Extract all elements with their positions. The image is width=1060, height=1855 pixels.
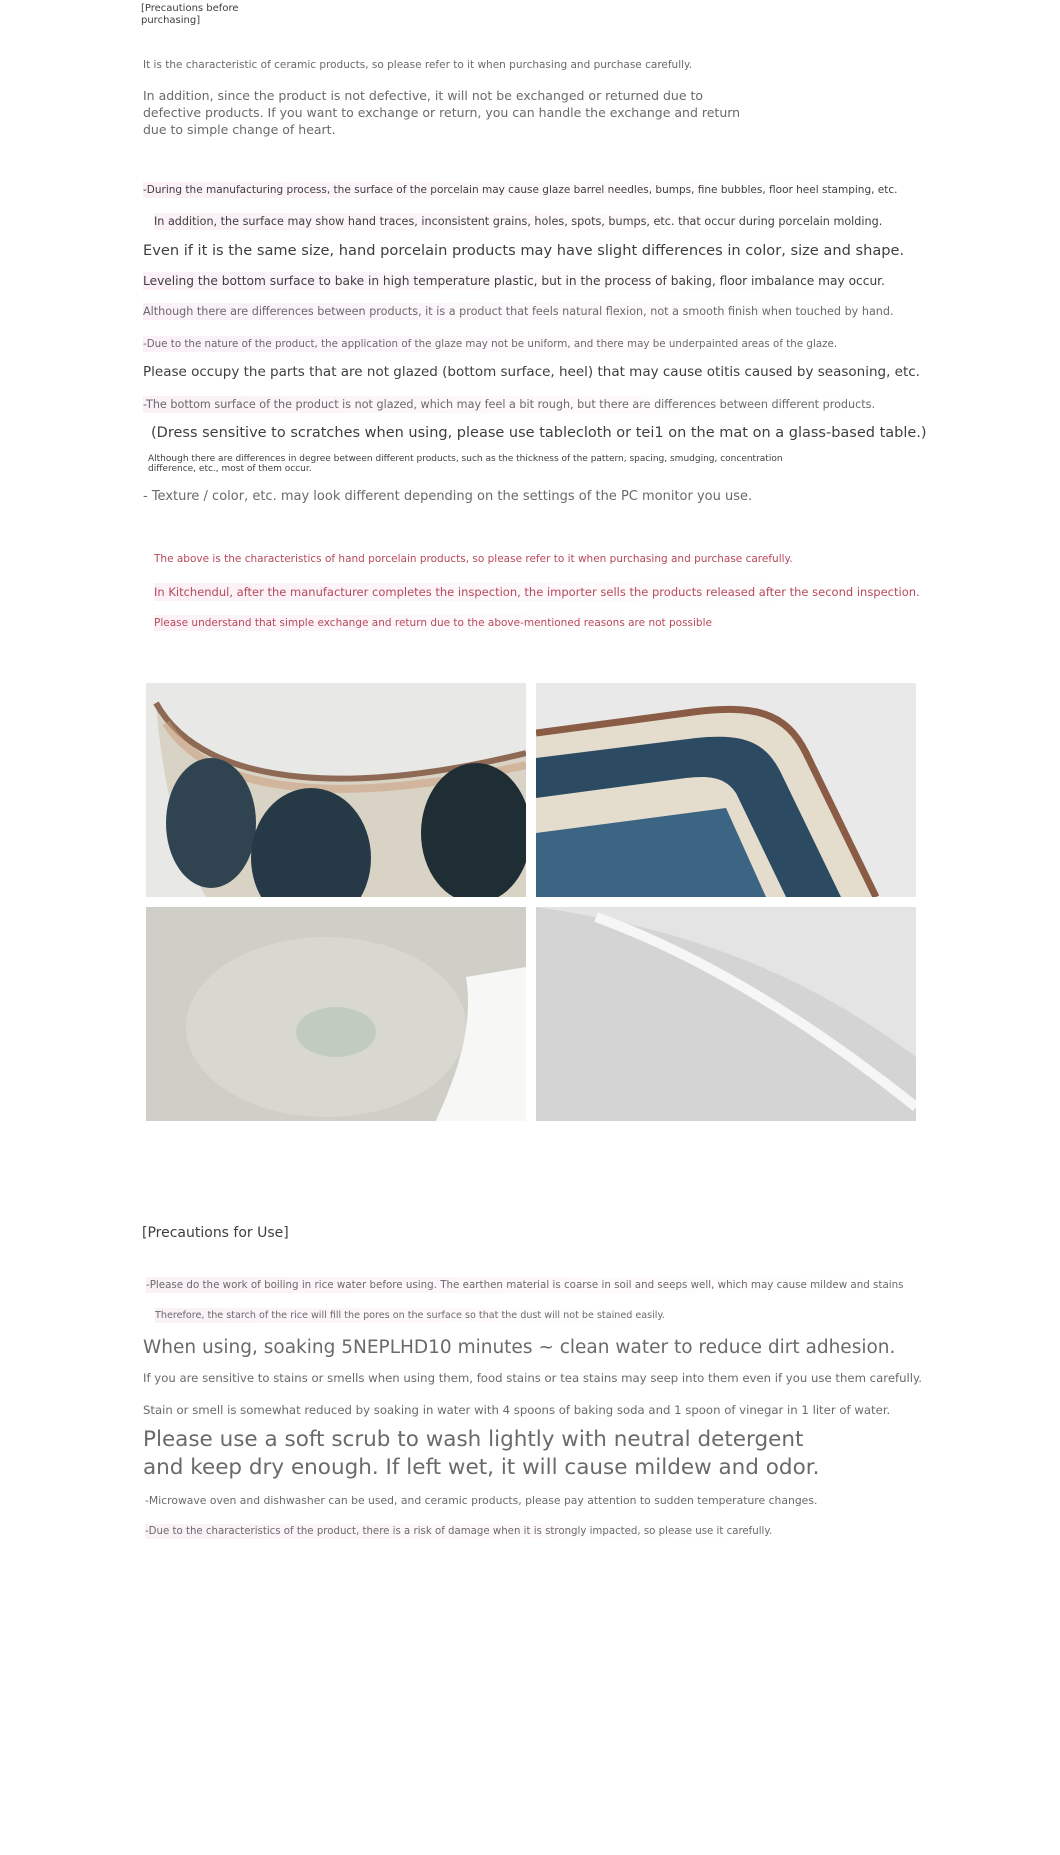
use-item: -Microwave oven and dishwasher can be used, and ceramic products, please pay attention to sudden temperature changes. bbox=[145, 1494, 818, 1507]
precaution-item-small: Although there are differences in degree between different products, such as the thickness of the pattern, spacing, smudging, concentration bbox=[148, 454, 783, 464]
photo-dotted-bowl bbox=[146, 683, 526, 897]
use-item: If you are sensitive to stains or smells when using them, food stains or tea stains may seep into them even if you use them carefully. bbox=[143, 1371, 922, 1385]
notice-text: Please understand that simple exchange and return due to the above-mentioned reasons are not possible bbox=[154, 617, 712, 629]
precaution-item: Please occupy the parts that are not glazed (bottom surface, heel) that may cause otitis caused by seasoning, etc. bbox=[143, 364, 920, 380]
use-item-emphasis: Please use a soft scrub to wash lightly with neutral detergent bbox=[143, 1427, 804, 1452]
notice-text: The above is the characteristics of hand porcelain products, so please refer to it when purchasing and purchase carefully. bbox=[154, 553, 793, 565]
precaution-item: -Due to the nature of the product, the application of the glaze may not be uniform, and there may be underpainted areas of the glaze. bbox=[143, 338, 838, 350]
precaution-item: - Texture / color, etc. may look different depending on the settings of the PC monitor you use. bbox=[143, 489, 753, 504]
precaution-item-note: (Dress sensitive to scratches when using, please use tablecloth or tei1 on the mat on a glass-based table.) bbox=[151, 425, 927, 441]
use-item: Stain or smell is somewhat reduced by soaking in water with 4 spoons of baking soda and 1 spoon of vinegar in 1 liter of water. bbox=[143, 1403, 891, 1417]
precaution-item: -During the manufacturing process, the surface of the porcelain may cause glaze barrel needles, bumps, fine bubbles, floor heel stamping, etc. bbox=[143, 184, 898, 196]
use-item: Therefore, the starch of the rice will fill the pores on the surface so that the dust will not be stained easily. bbox=[155, 1310, 665, 1321]
precaution-item: -The bottom surface of the product is not glazed, which may feel a bit rough, but there are differences between different products. bbox=[143, 398, 876, 411]
precaution-item: Even if it is the same size, hand porcelain products may have slight differences in color, size and shape. bbox=[143, 242, 905, 259]
precaution-item: Although there are differences between products, it is a product that feels natural flexion, not a smooth finish when touched by hand. bbox=[143, 305, 894, 318]
use-item: -Due to the characteristics of the product, there is a risk of damage when it is strongly impacted, so please use it carefully. bbox=[145, 1526, 773, 1537]
use-item: When using, soaking 5NEPLHD10 minutes ~ clean water to reduce dirt adhesion. bbox=[143, 1337, 896, 1358]
precaution-item-small: difference, etc., most of them occur. bbox=[148, 464, 312, 474]
intro-text: It is the characteristic of ceramic products, so please refer to it when purchasing and purchase carefully. bbox=[143, 59, 693, 71]
photo-striped-dish bbox=[536, 683, 916, 897]
photo-glaze-surface bbox=[146, 907, 526, 1121]
notice-text: In Kitchendul, after the manufacturer completes the inspection, the importer sells the products released after the second inspection. bbox=[154, 585, 920, 599]
precaution-item: Leveling the bottom surface to bake in high temperature plastic, but in the process of baking, floor imbalance may occur. bbox=[143, 274, 885, 288]
use-item-emphasis: and keep dry enough. If left wet, it will cause mildew and odor. bbox=[143, 1455, 820, 1480]
photo-white-plate-edge bbox=[536, 907, 916, 1121]
section-heading-before-purchasing: [Precautions before purchasing] bbox=[141, 3, 239, 26]
intro-paragraph: In addition, since the product is not defective, it will not be exchanged or returned due to defective products. If you want to exchange or return, you can handle the exchange and return due to simple change of heart. bbox=[143, 88, 741, 137]
use-item: -Please do the work of boiling in rice water before using. The earthen material is coarse in soil and seeps well, which may cause mildew and stains bbox=[146, 1279, 904, 1291]
precaution-item: In addition, the surface may show hand traces, inconsistent grains, holes, spots, bumps, etc. that occur during porcelain molding. bbox=[154, 215, 883, 228]
section-heading-precautions-for-use: [Precautions for Use] bbox=[142, 1225, 289, 1241]
